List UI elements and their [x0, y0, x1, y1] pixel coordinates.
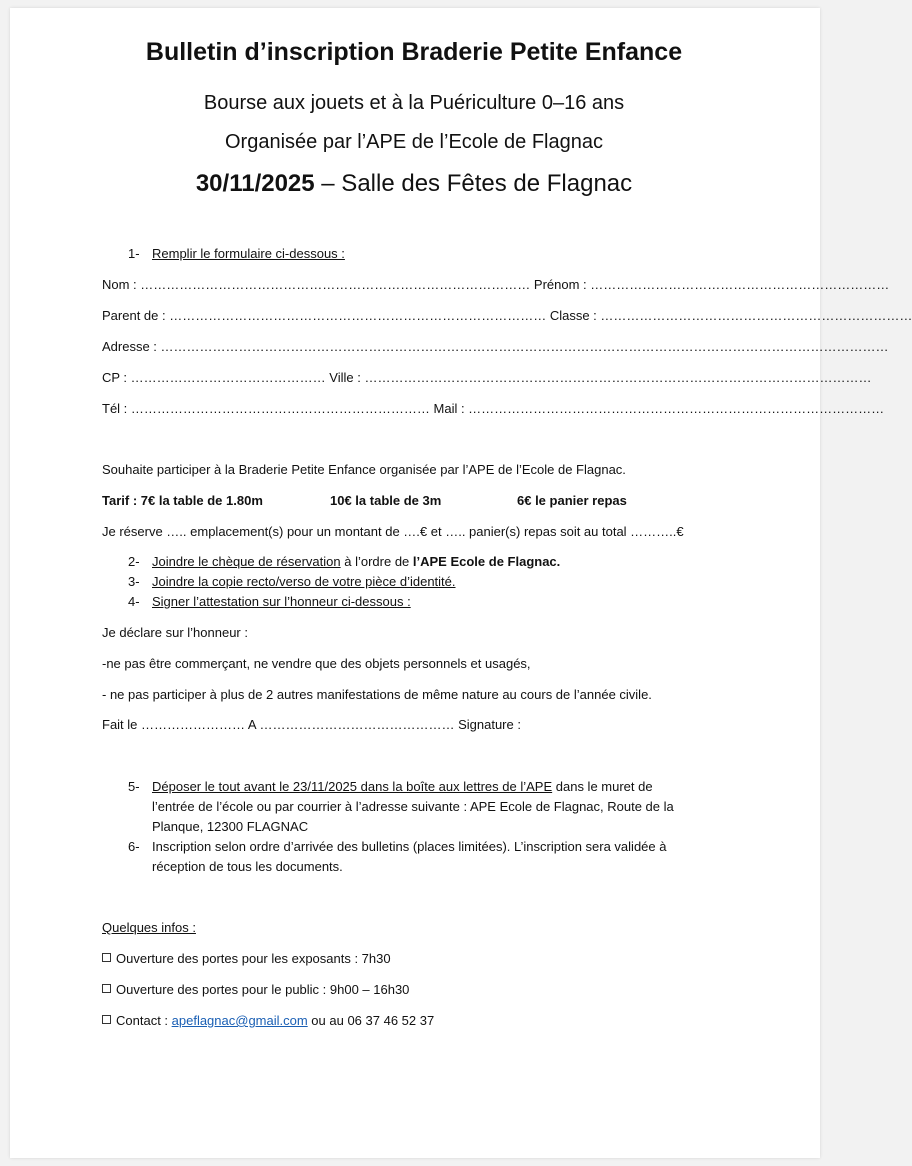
participation-statement: Souhaite participer à la Braderie Petite Enfance organisée par l’APE de l’Ecole de Flagnac. — [102, 462, 626, 477]
step-number: 2- — [128, 554, 140, 569]
info-contact — [102, 1013, 434, 1029]
field-nom-prenom[interactable]: Nom : ……………………………………………………………………………… Prénom : …………………………………………………………… — [102, 277, 890, 292]
step-text: Inscription selon ordre d’arrivée des bulletins (places limitées). L’inscription sera validée à — [152, 839, 667, 854]
subtitle-event: Bourse aux jouets et à la Puériculture 0–16 ans — [203, 92, 625, 114]
declaration-intro: Je déclare sur l’honneur : — [102, 625, 248, 640]
subtitle-organizer: Organisée par l’APE de l’Ecole de Flagnac — [225, 131, 603, 153]
event-date-venue — [0, 170, 828, 198]
step-2 — [128, 554, 560, 570]
step-number: 4- — [128, 594, 140, 609]
step-3 — [128, 574, 456, 590]
step-5 — [128, 779, 653, 795]
field-tel-mail[interactable]: Tél : …………………………………………………………… Mail : …………………………………………………………………………………… — [102, 401, 885, 416]
contact-phone: ou au 06 37 46 52 37 — [307, 1013, 435, 1028]
signature-line[interactable]: Fait le …………………… A ……………………………………… Signature : — [102, 717, 521, 732]
checkbox-icon — [102, 984, 111, 993]
step-5-line-3: Planque, 12300 FLAGNAC — [152, 819, 309, 834]
infos-title: Quelques infos : — [102, 920, 196, 935]
info-exhibitors-opening — [102, 951, 391, 967]
step-label: Déposer le tout avant le 23/11/2025 dans la boîte aux lettres de l’APE — [152, 779, 553, 794]
step-number: 3- — [128, 574, 140, 589]
field-cp-ville[interactable]: CP : ……………………………………… Ville : ……………………………………………………………………………………………………… — [102, 370, 872, 385]
contact-email-link[interactable]: apeflagnac@gmail.com — [171, 1013, 308, 1028]
contact-label: Contact : — [116, 1013, 172, 1028]
checkbox-icon — [102, 1015, 111, 1024]
step-number: 1- — [128, 246, 140, 261]
declaration-line-1: -ne pas être commerçant, ne vendre que des objets personnels et usagés, — [102, 656, 531, 671]
declaration-line-2: - ne pas participer à plus de 2 autres manifestations de même nature au cours de l’année civile. — [102, 687, 652, 702]
step-1 — [128, 246, 345, 262]
step-text: à l’ordre de — [340, 554, 413, 569]
step-label: Remplir le formulaire ci-dessous : — [152, 246, 345, 261]
info-text: Ouverture des portes pour les exposants : 7h30 — [116, 951, 391, 966]
tarif-panier-repas: 6€ le panier repas — [517, 493, 627, 508]
tarif-table-large: 10€ la table de 3m — [330, 493, 442, 508]
step-number: 5- — [128, 779, 140, 794]
info-public-opening — [102, 982, 409, 998]
reservation-line[interactable]: Je réserve ….. emplacement(s) pour un montant de ….€ et ….. panier(s) repas soit au total ………..€ — [102, 524, 684, 539]
step-label: Signer l’attestation sur l’honneur ci-dessous : — [152, 594, 411, 609]
step-6-line-2: réception de tous les documents. — [152, 859, 343, 874]
checkbox-icon — [102, 953, 111, 962]
tarif-table-small: Tarif : 7€ la table de 1.80m — [102, 493, 263, 508]
step-label: Joindre la copie recto/verso de votre pièce d’identité. — [152, 574, 456, 589]
field-adresse[interactable]: Adresse : …………………………………………………………………………………………………………………………………………………… — [102, 339, 889, 354]
event-date: 30/11/2025 — [195, 170, 315, 197]
info-text: Ouverture des portes pour le public : 9h00 – 16h30 — [116, 982, 410, 997]
document-title: Bulletin d’inscription Braderie Petite Enfance — [145, 38, 683, 66]
step-6 — [128, 839, 666, 855]
step-number: 6- — [128, 839, 140, 854]
step-label: Joindre le chèque de réservation — [152, 554, 341, 569]
step-5-line-2: l’entrée de l’école ou par courrier à l’adresse suivante : APE Ecole de Flagnac, Route de la — [152, 799, 674, 814]
step-text: dans le muret de — [552, 779, 653, 794]
step-4 — [128, 594, 411, 610]
field-parent-classe[interactable]: Parent de : …………………………………………………………………………… Classe : ……………………………………………………………… — [102, 308, 912, 323]
event-venue: – Salle des Fêtes de Flagnac — [314, 170, 633, 197]
step-payee: l’APE Ecole de Flagnac. — [412, 554, 561, 569]
